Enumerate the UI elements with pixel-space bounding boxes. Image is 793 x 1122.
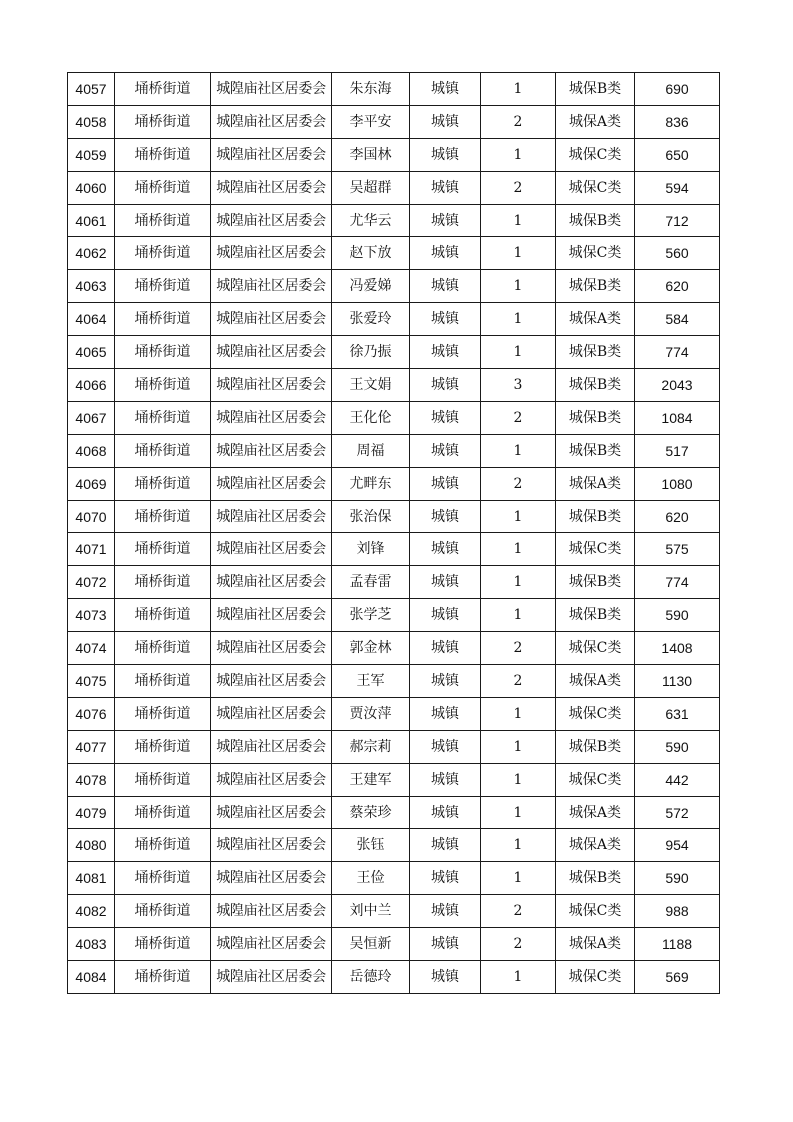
category-cell: 城保A类 bbox=[556, 105, 635, 138]
category-cell: 城保B类 bbox=[556, 599, 635, 632]
household-type-cell: 城镇 bbox=[410, 961, 481, 994]
category-cell: 城保C类 bbox=[556, 961, 635, 994]
household-type-cell: 城镇 bbox=[410, 270, 481, 303]
community-cell: 城隍庙社区居委会 bbox=[211, 829, 332, 862]
street-cell: 埇桥街道 bbox=[115, 467, 211, 500]
member-count-cell: 1 bbox=[481, 566, 556, 599]
street-cell: 埇桥街道 bbox=[115, 862, 211, 895]
table-row bbox=[68, 862, 720, 895]
record-number-cell: 4070 bbox=[68, 500, 115, 533]
member-count-cell: 2 bbox=[481, 928, 556, 961]
category-cell: 城保B类 bbox=[556, 566, 635, 599]
category-cell: 城保A类 bbox=[556, 796, 635, 829]
person-name-cell: 尤华云 bbox=[332, 204, 410, 237]
amount-cell: 774 bbox=[635, 336, 720, 369]
table-row bbox=[68, 829, 720, 862]
category-cell: 城保C类 bbox=[556, 533, 635, 566]
street-cell: 埇桥街道 bbox=[115, 829, 211, 862]
category-cell: 城保B类 bbox=[556, 204, 635, 237]
table-row bbox=[68, 237, 720, 270]
record-number-cell: 4064 bbox=[68, 303, 115, 336]
table-row bbox=[68, 401, 720, 434]
community-cell: 城隍庙社区居委会 bbox=[211, 303, 332, 336]
category-cell: 城保A类 bbox=[556, 928, 635, 961]
record-number-cell: 4062 bbox=[68, 237, 115, 270]
community-cell: 城隍庙社区居委会 bbox=[211, 796, 332, 829]
table-row bbox=[68, 171, 720, 204]
community-cell: 城隍庙社区居委会 bbox=[211, 401, 332, 434]
category-cell: 城保C类 bbox=[556, 237, 635, 270]
community-cell: 城隍庙社区居委会 bbox=[211, 566, 332, 599]
record-number-cell: 4061 bbox=[68, 204, 115, 237]
amount-cell: 517 bbox=[635, 434, 720, 467]
record-number-cell: 4063 bbox=[68, 270, 115, 303]
street-cell: 埇桥街道 bbox=[115, 895, 211, 928]
category-cell: 城保A类 bbox=[556, 665, 635, 698]
street-cell: 埇桥街道 bbox=[115, 401, 211, 434]
table-row bbox=[68, 763, 720, 796]
amount-cell: 774 bbox=[635, 566, 720, 599]
street-cell: 埇桥街道 bbox=[115, 632, 211, 665]
amount-cell: 572 bbox=[635, 796, 720, 829]
amount-cell: 1080 bbox=[635, 467, 720, 500]
street-cell: 埇桥街道 bbox=[115, 336, 211, 369]
household-type-cell: 城镇 bbox=[410, 928, 481, 961]
amount-cell: 954 bbox=[635, 829, 720, 862]
amount-cell: 560 bbox=[635, 237, 720, 270]
community-cell: 城隍庙社区居委会 bbox=[211, 500, 332, 533]
table-row bbox=[68, 796, 720, 829]
person-name-cell: 刘中兰 bbox=[332, 895, 410, 928]
table-row bbox=[68, 467, 720, 500]
amount-cell: 690 bbox=[635, 73, 720, 106]
member-count-cell: 2 bbox=[481, 895, 556, 928]
member-count-cell: 1 bbox=[481, 763, 556, 796]
amount-cell: 712 bbox=[635, 204, 720, 237]
community-cell: 城隍庙社区居委会 bbox=[211, 369, 332, 402]
amount-cell: 620 bbox=[635, 500, 720, 533]
person-name-cell: 李国林 bbox=[332, 138, 410, 171]
person-name-cell: 尤畔东 bbox=[332, 467, 410, 500]
table-row bbox=[68, 566, 720, 599]
record-number-cell: 4059 bbox=[68, 138, 115, 171]
street-cell: 埇桥街道 bbox=[115, 73, 211, 106]
community-cell: 城隍庙社区居委会 bbox=[211, 665, 332, 698]
category-cell: 城保C类 bbox=[556, 895, 635, 928]
street-cell: 埇桥街道 bbox=[115, 533, 211, 566]
person-name-cell: 蔡荣珍 bbox=[332, 796, 410, 829]
category-cell: 城保A类 bbox=[556, 303, 635, 336]
member-count-cell: 1 bbox=[481, 138, 556, 171]
record-number-cell: 4075 bbox=[68, 665, 115, 698]
community-cell: 城隍庙社区居委会 bbox=[211, 632, 332, 665]
street-cell: 埇桥街道 bbox=[115, 697, 211, 730]
record-number-cell: 4074 bbox=[68, 632, 115, 665]
household-type-cell: 城镇 bbox=[410, 566, 481, 599]
record-number-cell: 4078 bbox=[68, 763, 115, 796]
household-type-cell: 城镇 bbox=[410, 763, 481, 796]
table-row bbox=[68, 303, 720, 336]
household-type-cell: 城镇 bbox=[410, 730, 481, 763]
table-row bbox=[68, 665, 720, 698]
household-type-cell: 城镇 bbox=[410, 434, 481, 467]
record-number-cell: 4082 bbox=[68, 895, 115, 928]
street-cell: 埇桥街道 bbox=[115, 369, 211, 402]
amount-cell: 650 bbox=[635, 138, 720, 171]
category-cell: 城保B类 bbox=[556, 730, 635, 763]
member-count-cell: 1 bbox=[481, 204, 556, 237]
table-row bbox=[68, 138, 720, 171]
household-type-cell: 城镇 bbox=[410, 829, 481, 862]
record-number-cell: 4081 bbox=[68, 862, 115, 895]
record-number-cell: 4067 bbox=[68, 401, 115, 434]
household-type-cell: 城镇 bbox=[410, 796, 481, 829]
record-number-cell: 4076 bbox=[68, 697, 115, 730]
category-cell: 城保B类 bbox=[556, 270, 635, 303]
street-cell: 埇桥街道 bbox=[115, 961, 211, 994]
household-type-cell: 城镇 bbox=[410, 303, 481, 336]
street-cell: 埇桥街道 bbox=[115, 138, 211, 171]
category-cell: 城保C类 bbox=[556, 763, 635, 796]
member-count-cell: 1 bbox=[481, 336, 556, 369]
person-name-cell: 张治保 bbox=[332, 500, 410, 533]
person-name-cell: 张爱玲 bbox=[332, 303, 410, 336]
person-name-cell: 郭金林 bbox=[332, 632, 410, 665]
person-name-cell: 王文娟 bbox=[332, 369, 410, 402]
member-count-cell: 1 bbox=[481, 500, 556, 533]
record-number-cell: 4068 bbox=[68, 434, 115, 467]
household-type-cell: 城镇 bbox=[410, 500, 481, 533]
table-row bbox=[68, 369, 720, 402]
category-cell: 城保B类 bbox=[556, 862, 635, 895]
member-count-cell: 1 bbox=[481, 434, 556, 467]
person-name-cell: 王建军 bbox=[332, 763, 410, 796]
record-number-cell: 4069 bbox=[68, 467, 115, 500]
category-cell: 城保B类 bbox=[556, 434, 635, 467]
street-cell: 埇桥街道 bbox=[115, 270, 211, 303]
community-cell: 城隍庙社区居委会 bbox=[211, 862, 332, 895]
record-number-cell: 4066 bbox=[68, 369, 115, 402]
amount-cell: 631 bbox=[635, 697, 720, 730]
member-count-cell: 1 bbox=[481, 303, 556, 336]
record-number-cell: 4080 bbox=[68, 829, 115, 862]
household-type-cell: 城镇 bbox=[410, 665, 481, 698]
amount-cell: 620 bbox=[635, 270, 720, 303]
category-cell: 城保B类 bbox=[556, 369, 635, 402]
household-type-cell: 城镇 bbox=[410, 697, 481, 730]
person-name-cell: 李平安 bbox=[332, 105, 410, 138]
amount-cell: 836 bbox=[635, 105, 720, 138]
table-row bbox=[68, 500, 720, 533]
household-type-cell: 城镇 bbox=[410, 336, 481, 369]
category-cell: 城保A类 bbox=[556, 467, 635, 500]
record-number-cell: 4083 bbox=[68, 928, 115, 961]
table-row bbox=[68, 533, 720, 566]
amount-cell: 1084 bbox=[635, 401, 720, 434]
street-cell: 埇桥街道 bbox=[115, 434, 211, 467]
amount-cell: 1130 bbox=[635, 665, 720, 698]
member-count-cell: 2 bbox=[481, 171, 556, 204]
person-name-cell: 吴恒新 bbox=[332, 928, 410, 961]
person-name-cell: 岳德玲 bbox=[332, 961, 410, 994]
community-cell: 城隍庙社区居委会 bbox=[211, 599, 332, 632]
record-number-cell: 4072 bbox=[68, 566, 115, 599]
record-number-cell: 4079 bbox=[68, 796, 115, 829]
table-row bbox=[68, 697, 720, 730]
category-cell: 城保B类 bbox=[556, 73, 635, 106]
person-name-cell: 王俭 bbox=[332, 862, 410, 895]
household-type-cell: 城镇 bbox=[410, 401, 481, 434]
record-number-cell: 4084 bbox=[68, 961, 115, 994]
street-cell: 埇桥街道 bbox=[115, 763, 211, 796]
community-cell: 城隍庙社区居委会 bbox=[211, 237, 332, 270]
street-cell: 埇桥街道 bbox=[115, 796, 211, 829]
household-type-cell: 城镇 bbox=[410, 105, 481, 138]
amount-cell: 575 bbox=[635, 533, 720, 566]
table-row bbox=[68, 895, 720, 928]
person-name-cell: 冯爱娣 bbox=[332, 270, 410, 303]
community-cell: 城隍庙社区居委会 bbox=[211, 204, 332, 237]
amount-cell: 1188 bbox=[635, 928, 720, 961]
person-name-cell: 朱东海 bbox=[332, 73, 410, 106]
amount-cell: 584 bbox=[635, 303, 720, 336]
amount-cell: 590 bbox=[635, 730, 720, 763]
table-row bbox=[68, 434, 720, 467]
person-name-cell: 孟春雷 bbox=[332, 566, 410, 599]
street-cell: 埇桥街道 bbox=[115, 105, 211, 138]
category-cell: 城保B类 bbox=[556, 500, 635, 533]
household-type-cell: 城镇 bbox=[410, 467, 481, 500]
person-name-cell: 王化伦 bbox=[332, 401, 410, 434]
record-number-cell: 4060 bbox=[68, 171, 115, 204]
member-count-cell: 2 bbox=[481, 632, 556, 665]
community-cell: 城隍庙社区居委会 bbox=[211, 895, 332, 928]
household-type-cell: 城镇 bbox=[410, 237, 481, 270]
street-cell: 埇桥街道 bbox=[115, 599, 211, 632]
street-cell: 埇桥街道 bbox=[115, 665, 211, 698]
street-cell: 埇桥街道 bbox=[115, 237, 211, 270]
street-cell: 埇桥街道 bbox=[115, 500, 211, 533]
member-count-cell: 1 bbox=[481, 270, 556, 303]
record-number-cell: 4065 bbox=[68, 336, 115, 369]
amount-cell: 590 bbox=[635, 599, 720, 632]
record-number-cell: 4058 bbox=[68, 105, 115, 138]
household-type-cell: 城镇 bbox=[410, 73, 481, 106]
record-number-cell: 4073 bbox=[68, 599, 115, 632]
street-cell: 埇桥街道 bbox=[115, 928, 211, 961]
record-number-cell: 4057 bbox=[68, 73, 115, 106]
community-cell: 城隍庙社区居委会 bbox=[211, 171, 332, 204]
member-count-cell: 2 bbox=[481, 401, 556, 434]
member-count-cell: 1 bbox=[481, 533, 556, 566]
street-cell: 埇桥街道 bbox=[115, 171, 211, 204]
person-name-cell: 刘锋 bbox=[332, 533, 410, 566]
amount-cell: 590 bbox=[635, 862, 720, 895]
community-cell: 城隍庙社区居委会 bbox=[211, 138, 332, 171]
community-cell: 城隍庙社区居委会 bbox=[211, 763, 332, 796]
category-cell: 城保B类 bbox=[556, 336, 635, 369]
household-type-cell: 城镇 bbox=[410, 862, 481, 895]
person-name-cell: 王军 bbox=[332, 665, 410, 698]
household-type-cell: 城镇 bbox=[410, 533, 481, 566]
category-cell: 城保A类 bbox=[556, 829, 635, 862]
member-count-cell: 2 bbox=[481, 665, 556, 698]
table-row bbox=[68, 204, 720, 237]
category-cell: 城保C类 bbox=[556, 697, 635, 730]
person-name-cell: 徐乃振 bbox=[332, 336, 410, 369]
community-cell: 城隍庙社区居委会 bbox=[211, 434, 332, 467]
amount-cell: 442 bbox=[635, 763, 720, 796]
community-cell: 城隍庙社区居委会 bbox=[211, 730, 332, 763]
household-type-cell: 城镇 bbox=[410, 369, 481, 402]
person-name-cell: 张钰 bbox=[332, 829, 410, 862]
member-count-cell: 1 bbox=[481, 73, 556, 106]
assistance-roster-table bbox=[67, 72, 720, 994]
household-type-cell: 城镇 bbox=[410, 204, 481, 237]
table-row bbox=[68, 599, 720, 632]
member-count-cell: 1 bbox=[481, 599, 556, 632]
table-row bbox=[68, 336, 720, 369]
member-count-cell: 1 bbox=[481, 697, 556, 730]
street-cell: 埇桥街道 bbox=[115, 566, 211, 599]
table-row bbox=[68, 73, 720, 106]
person-name-cell: 赵下放 bbox=[332, 237, 410, 270]
household-type-cell: 城镇 bbox=[410, 171, 481, 204]
member-count-cell: 1 bbox=[481, 730, 556, 763]
amount-cell: 2043 bbox=[635, 369, 720, 402]
amount-cell: 988 bbox=[635, 895, 720, 928]
member-count-cell: 3 bbox=[481, 369, 556, 402]
person-name-cell: 郝宗莉 bbox=[332, 730, 410, 763]
amount-cell: 1408 bbox=[635, 632, 720, 665]
table-row bbox=[68, 105, 720, 138]
community-cell: 城隍庙社区居委会 bbox=[211, 270, 332, 303]
member-count-cell: 2 bbox=[481, 105, 556, 138]
community-cell: 城隍庙社区居委会 bbox=[211, 73, 332, 106]
person-name-cell: 吴超群 bbox=[332, 171, 410, 204]
member-count-cell: 1 bbox=[481, 862, 556, 895]
person-name-cell: 贾汝萍 bbox=[332, 697, 410, 730]
member-count-cell: 1 bbox=[481, 829, 556, 862]
community-cell: 城隍庙社区居委会 bbox=[211, 961, 332, 994]
household-type-cell: 城镇 bbox=[410, 138, 481, 171]
community-cell: 城隍庙社区居委会 bbox=[211, 928, 332, 961]
record-number-cell: 4077 bbox=[68, 730, 115, 763]
record-number-cell: 4071 bbox=[68, 533, 115, 566]
community-cell: 城隍庙社区居委会 bbox=[211, 697, 332, 730]
table-row bbox=[68, 632, 720, 665]
member-count-cell: 1 bbox=[481, 237, 556, 270]
member-count-cell: 1 bbox=[481, 961, 556, 994]
amount-cell: 594 bbox=[635, 171, 720, 204]
household-type-cell: 城镇 bbox=[410, 632, 481, 665]
household-type-cell: 城镇 bbox=[410, 599, 481, 632]
member-count-cell: 1 bbox=[481, 796, 556, 829]
community-cell: 城隍庙社区居委会 bbox=[211, 336, 332, 369]
person-name-cell: 周福 bbox=[332, 434, 410, 467]
amount-cell: 569 bbox=[635, 961, 720, 994]
street-cell: 埇桥街道 bbox=[115, 303, 211, 336]
category-cell: 城保C类 bbox=[556, 171, 635, 204]
category-cell: 城保C类 bbox=[556, 632, 635, 665]
community-cell: 城隍庙社区居委会 bbox=[211, 533, 332, 566]
community-cell: 城隍庙社区居委会 bbox=[211, 105, 332, 138]
category-cell: 城保C类 bbox=[556, 138, 635, 171]
street-cell: 埇桥街道 bbox=[115, 204, 211, 237]
table-row bbox=[68, 270, 720, 303]
community-cell: 城隍庙社区居委会 bbox=[211, 467, 332, 500]
table-body bbox=[68, 73, 720, 994]
table-row bbox=[68, 961, 720, 994]
person-name-cell: 张学芝 bbox=[332, 599, 410, 632]
street-cell: 埇桥街道 bbox=[115, 730, 211, 763]
table-row bbox=[68, 928, 720, 961]
member-count-cell: 2 bbox=[481, 467, 556, 500]
household-type-cell: 城镇 bbox=[410, 895, 481, 928]
table-row bbox=[68, 730, 720, 763]
category-cell: 城保B类 bbox=[556, 401, 635, 434]
